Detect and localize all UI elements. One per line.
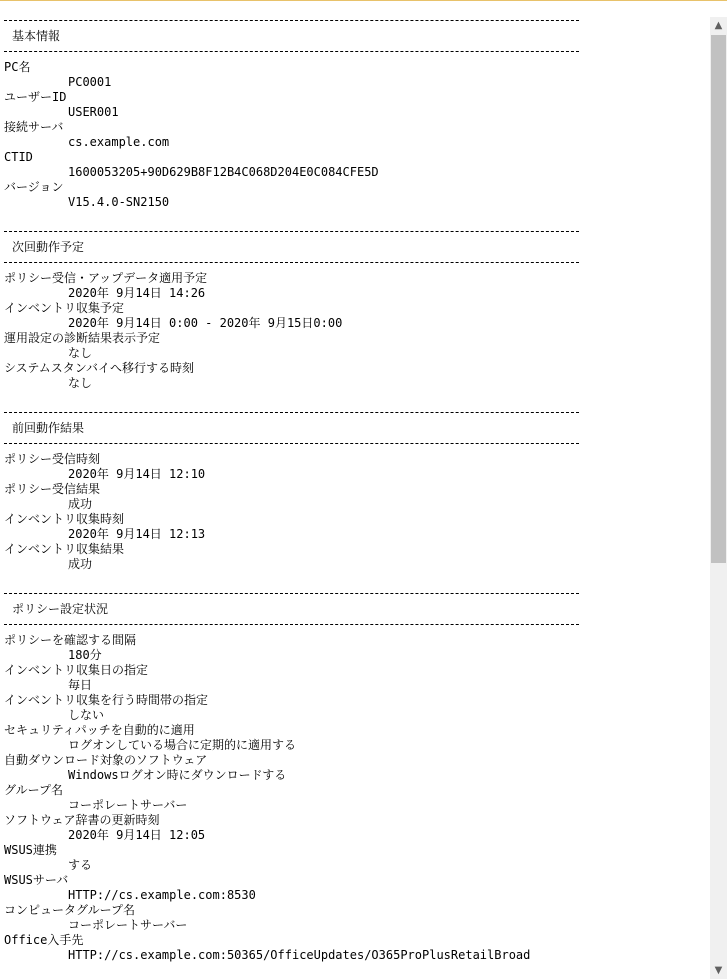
status-report [4, 8, 704, 979]
value-inventory-day: 毎日 [68, 678, 93, 692]
value-dictionary-update: 2020年 9月14日 12:05 [68, 828, 206, 842]
value-computer-group: コーポレートサーバー [68, 918, 188, 932]
label-policy-interval: ポリシーを確認する間隔 [4, 633, 137, 647]
value-standby-time: なし [68, 376, 93, 390]
scroll-up-icon[interactable]: ▲ [714, 20, 723, 31]
window-top-border [0, 0, 727, 1]
value-office-source: HTTP://cs.example.com:50365/OfficeUpdates/O365ProPlusRetailBroad [68, 948, 531, 962]
value-user-id: USER001 [68, 105, 119, 119]
label-dictionary-update: ソフトウェア辞書の更新時刻 [4, 813, 160, 827]
section-title-next-schedule: 次回動作予定 [12, 240, 85, 254]
value-diagnosis-schedule: なし [68, 346, 93, 360]
label-policy-schedule: ポリシー受信・アップデータ適用予定 [4, 271, 208, 285]
value-inventory-schedule: 2020年 9月14日 0:00 - 2020年 9月15日0:00 [68, 316, 343, 330]
value-ctid: 1600053205+90D629B8F12B4C068D204E0C084CFE5D [68, 165, 379, 179]
vertical-scrollbar[interactable] [710, 17, 727, 979]
label-diagnosis-schedule: 運用設定の診断結果表示予定 [4, 331, 161, 345]
label-wsus-link: WSUS連携 [4, 843, 57, 857]
value-policy-interval: 180分 [68, 648, 102, 662]
label-wsus-server: WSUSサーバ [4, 873, 69, 887]
label-inventory-timeslot: インベントリ収集を行う時間帯の指定 [4, 693, 209, 707]
section-divider [4, 412, 579, 414]
label-security-patch: セキュリティパッチを自動的に適用 [4, 723, 195, 737]
section-divider [4, 593, 579, 595]
label-inventory-schedule: インベントリ収集予定 [4, 301, 125, 315]
section-divider [4, 231, 579, 233]
scrollbar-thumb[interactable] [711, 35, 726, 563]
section-divider [4, 624, 579, 626]
value-policy-schedule: 2020年 9月14日 14:26 [68, 286, 206, 300]
label-server: 接続サーバ [4, 120, 64, 134]
label-version: バージョン [4, 180, 64, 194]
section-divider [4, 443, 579, 445]
value-policy-received-time: 2020年 9月14日 12:10 [68, 467, 206, 481]
label-inventory-result: インベントリ収集結果 [4, 542, 125, 556]
label-computer-group: コンピュータグループ名 [4, 903, 136, 917]
label-ctid: CTID [4, 150, 33, 164]
label-standby-time: システムスタンバイへ移行する時刻 [4, 361, 194, 375]
value-auto-download: Windowsログオン時にダウンロードする [68, 768, 287, 782]
scroll-down-icon[interactable]: ▼ [714, 965, 723, 976]
value-security-patch: ログオンしている場合に定期的に適用する [68, 738, 297, 752]
section-title-basic-info: 基本情報 [12, 29, 61, 43]
value-group-name: コーポレートサーバー [68, 798, 188, 812]
label-group-name: グループ名 [4, 783, 64, 797]
value-version: V15.4.0-SN2150 [68, 195, 170, 209]
value-policy-received-result: 成功 [68, 497, 93, 511]
label-office-source: Office入手先 [4, 933, 84, 947]
value-server: cs.example.com [68, 135, 170, 149]
label-inventory-time: インベントリ収集時刻 [4, 512, 125, 526]
value-inventory-time: 2020年 9月14日 12:13 [68, 527, 206, 541]
value-wsus-server: HTTP://cs.example.com:8530 [68, 888, 256, 902]
label-inventory-day: インベントリ収集日の指定 [4, 663, 149, 677]
value-inventory-result: 成功 [68, 557, 93, 571]
value-wsus-link: する [68, 858, 93, 872]
label-auto-download: 自動ダウンロード対象のソフトウェア [4, 753, 208, 767]
section-divider [4, 262, 579, 264]
label-pc-name: PC名 [4, 60, 31, 74]
section-title-policy-settings: ポリシー設定状況 [12, 602, 109, 616]
section-divider [4, 51, 579, 53]
label-user-id: ユーザーID [4, 90, 67, 104]
section-divider [4, 20, 579, 22]
label-policy-received-time: ポリシー受信時刻 [4, 452, 101, 466]
label-policy-received-result: ポリシー受信結果 [4, 482, 101, 496]
value-inventory-timeslot: しない [68, 708, 105, 722]
section-title-last-result: 前回動作結果 [12, 421, 85, 435]
value-pc-name: PC0001 [68, 75, 112, 89]
